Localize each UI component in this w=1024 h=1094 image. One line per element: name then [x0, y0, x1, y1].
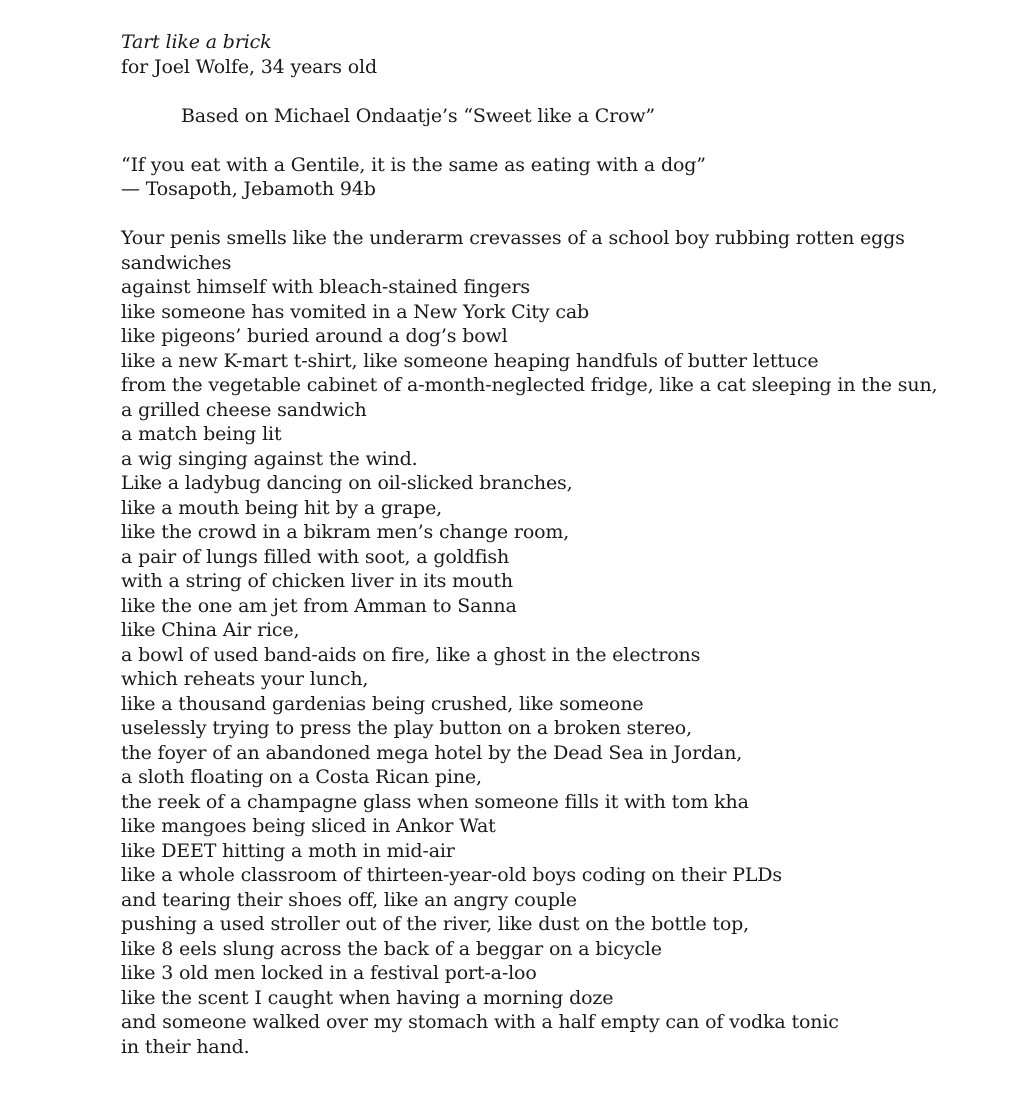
poem-line: a wig singing against the wind. [121, 447, 418, 470]
poem-line: like the crowd in a bikram men’s change room, [121, 521, 570, 543]
poem-line: like China Air rice, [121, 619, 300, 641]
poem-line: against himself with bleach-stained fingers [121, 276, 530, 298]
stanza-break [121, 202, 1001, 227]
poem-line: like a new K-mart t-shirt, like someone heaping handfuls of butter lettuce [121, 349, 819, 372]
stanza-break [121, 79, 1001, 104]
poem-line: uselessly trying to press the play button on a broken stereo, [121, 717, 692, 739]
poem-based-on: Based on Michael Ondaatje’s “Sweet like a Crow” [181, 104, 655, 127]
epigraph-source: — Tosapoth, Jebamoth 94b [121, 178, 376, 200]
poem-line: and tearing their shoes off, like an angry couple [121, 888, 577, 911]
poem-line: sandwiches [121, 251, 232, 274]
poem-line: like mangoes being sliced in Ankor Wat [121, 815, 496, 837]
poem-body [121, 226, 1001, 1059]
poem-line: with a string of chicken liver in its mouth [121, 570, 513, 592]
poem-line: a bowl of used band-aids on fire, like a ghost in the electrons [121, 643, 701, 666]
poem-line: like the scent I caught when having a morning doze [121, 986, 614, 1009]
poem-line: and someone walked over my stomach with a half empty can of vodka tonic [121, 1011, 839, 1033]
stanza-break [121, 128, 1001, 153]
poem-line: in their hand. [121, 1035, 250, 1058]
poem-line: a match being lit [121, 423, 282, 445]
poem-page [121, 30, 1001, 1059]
poem-line: like 3 old men locked in a festival port-a-loo [121, 962, 537, 984]
poem-title: Tart like a brick [121, 31, 272, 53]
poem-line: like a whole classroom of thirteen-year-old boys coding on their PLDs [121, 864, 782, 886]
poem-line: like the one am jet from Amman to Sanna [121, 594, 517, 617]
poem-line: like 8 eels slung across the back of a beggar on a bicycle [121, 937, 662, 960]
poem-line: like someone has vomited in a New York City cab [121, 300, 590, 323]
poem-line: Your penis smells like the underarm crevasses of a school boy rubbing rotten eggs [121, 227, 905, 249]
poem-dedication: for Joel Wolfe, 34 years old [121, 55, 377, 78]
poem-line: like a mouth being hit by a grape, [121, 496, 443, 519]
poem-line: the foyer of an abandoned mega hotel by the Dead Sea in Jordan, [121, 741, 743, 764]
poem-line: from the vegetable cabinet of a-month-neglected fridge, like a cat sleeping in the sun, [121, 374, 938, 396]
epigraph-quote: “If you eat with a Gentile, it is the same as eating with a dog” [121, 153, 706, 176]
poem-line: like a thousand gardenias being crushed, like someone [121, 692, 644, 715]
poem-line: pushing a used stroller out of the river, like dust on the bottle top, [121, 913, 750, 935]
poem-line: like pigeons’ buried around a dog’s bowl [121, 325, 508, 347]
poem-line: like DEET hitting a moth in mid-air [121, 839, 455, 862]
poem-line: the reek of a champagne glass when someone fills it with tom kha [121, 790, 749, 813]
poem-line: a grilled cheese sandwich [121, 398, 367, 421]
poem-line: a sloth floating on a Costa Rican pine, [121, 766, 482, 788]
poem-line: a pair of lungs filled with soot, a goldfish [121, 545, 510, 568]
poem-line: which reheats your lunch, [121, 668, 369, 690]
poem-line: Like a ladybug dancing on oil-slicked branches, [121, 472, 573, 494]
